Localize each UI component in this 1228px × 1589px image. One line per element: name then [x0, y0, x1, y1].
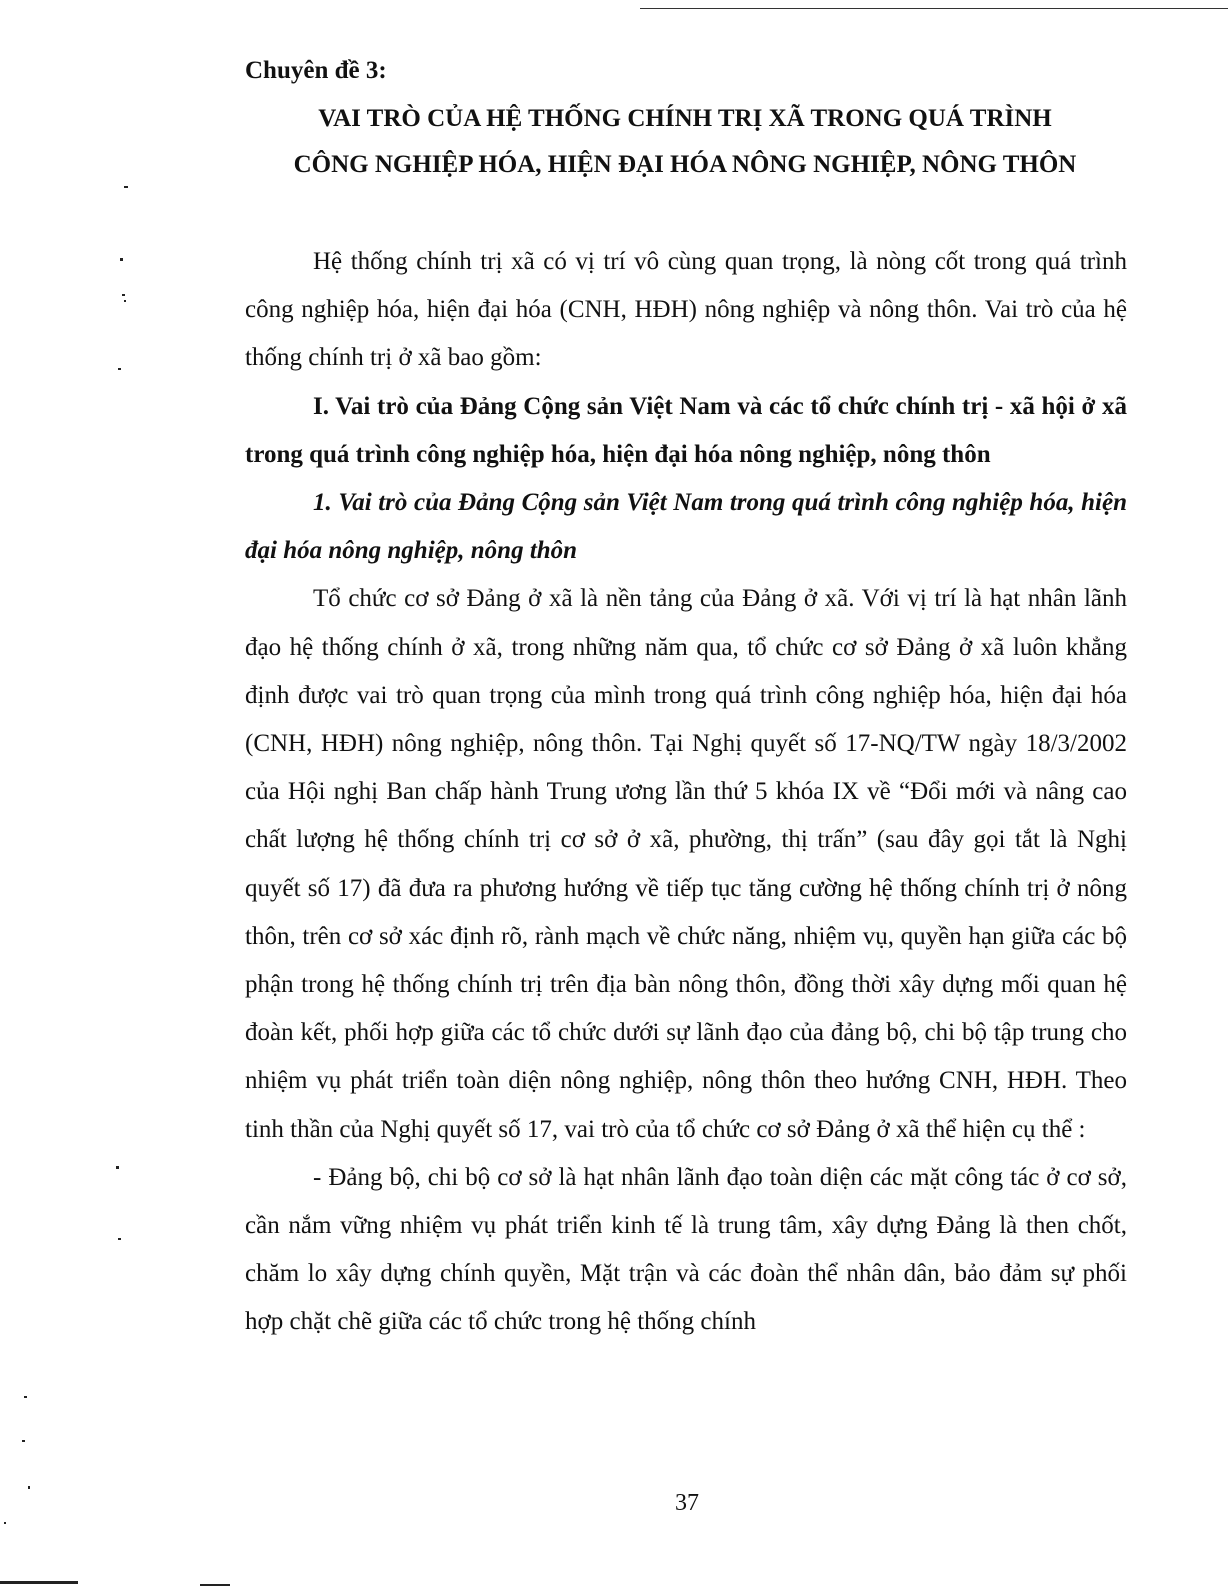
bottom-rule-mid	[200, 1584, 230, 1586]
scan-dot-1	[124, 186, 128, 188]
top-rule	[640, 8, 1228, 9]
subsection-heading-1-1: 1. Vai trò của Đảng Cộng sản Việt Nam trong quá trình công nghiệp hóa, hiện đại hóa nông nghiệp, nông thôn	[245, 489, 1127, 565]
scan-dot-2	[120, 258, 123, 261]
intro-paragraph: Hệ thống chính trị xã có vị trí vô cùng quan trọng, là nòng cốt trong quá trình công nghiệp hóa, hiện đại hóa (CNH, HĐH) nông nghiệp và nông thôn. Vai trò của hệ thống chính trị ở xã bao gồm:	[245, 248, 1127, 372]
scan-dot-4	[124, 300, 126, 302]
document-title	[240, 96, 1130, 188]
scan-dot-7	[118, 1238, 121, 1240]
scan-dot-8	[24, 1396, 27, 1398]
document-body	[245, 238, 1127, 1347]
bottom-rule-left	[0, 1581, 78, 1584]
body-paragraph-1: Tổ chức cơ sở Đảng ở xã là nền tảng của Đảng ở xã. Với vị trí là hạt nhân lãnh đạo hệ thống chính ở xã, trong những năm qua, tổ chức cơ sở Đảng ở xã luôn khẳng định được vai trò quan trọng của mình trong quá trình công nghiệp hóa, hiện đại hóa (CNH, HĐH) nông nghiệp, nông thôn. Tại Nghị quyết số 17-NQ/TW ngày 18/3/2002 của Hội nghị Ban chấp hành Trung ương lần thứ 5 khóa IX về “Đổi mới và nâng cao chất lượng hệ thống chính trị cơ sở ở xã, phường, thị trấn” (sau đây gọi tắt là Nghị quyết số 17) đã đưa ra phương hướng về tiếp tục tăng cường hệ thống chính trị ở nông thôn, trên cơ sở xác định rõ, rành mạch về chức năng, nhiệm vụ, quyền hạn giữa các bộ phận trong hệ thống chính trị trên địa bàn nông thôn, đồng thời xây dựng mối quan hệ đoàn kết, phối hợp giữa các tổ chức dưới sự lãnh đạo của đảng bộ, chi bộ tập trung cho nhiệm vụ phát triển toàn diện nông nghiệp, nông thôn theo hướng CNH, HĐH. Theo tinh thần của Nghị quyết số 17, vai trò của tổ chức cơ sở Đảng ở xã thể hiện cụ thể :	[245, 585, 1127, 1143]
scan-dot-5	[118, 368, 121, 370]
scan-dot-6	[116, 1166, 119, 1169]
page-number: 37	[675, 1490, 699, 1516]
scan-dot-10	[28, 1486, 30, 1489]
scan-dot-11	[4, 1522, 6, 1524]
title-line-2: CÔNG NGHIỆP HÓA, HIỆN ĐẠI HÓA NÔNG NGHIỆP, NÔNG THÔN	[293, 151, 1077, 178]
scan-dot-9	[22, 1440, 25, 1442]
scan-dot-3	[122, 294, 125, 296]
body-paragraph-2: - Đảng bộ, chi bộ cơ sở là hạt nhân lãnh đạo toàn diện các mặt công tác ở cơ sở, cần nắm vững nhiệm vụ phát triển kinh tế là trung tâm, xây dựng Đảng là then chốt, chăm lo xây dựng chính quyền, Mặt trận và các đoàn thể nhân dân, bảo đảm sự phối hợp chặt chẽ giữa các tổ chức trong hệ thống chính	[245, 1163, 1127, 1336]
section-label: Chuyên đề 3:	[245, 57, 387, 84]
section-heading-1: I. Vai trò của Đảng Cộng sản Việt Nam và các tổ chức chính trị - xã hội ở xã trong quá trình công nghiệp hóa, hiện đại hóa nông nghiệp, nông thôn	[245, 392, 1127, 468]
page-number-container	[0, 1488, 1228, 1518]
title-line-1: VAI TRÒ CỦA HỆ THỐNG CHÍNH TRỊ XÃ TRONG QUÁ TRÌNH	[318, 105, 1052, 132]
